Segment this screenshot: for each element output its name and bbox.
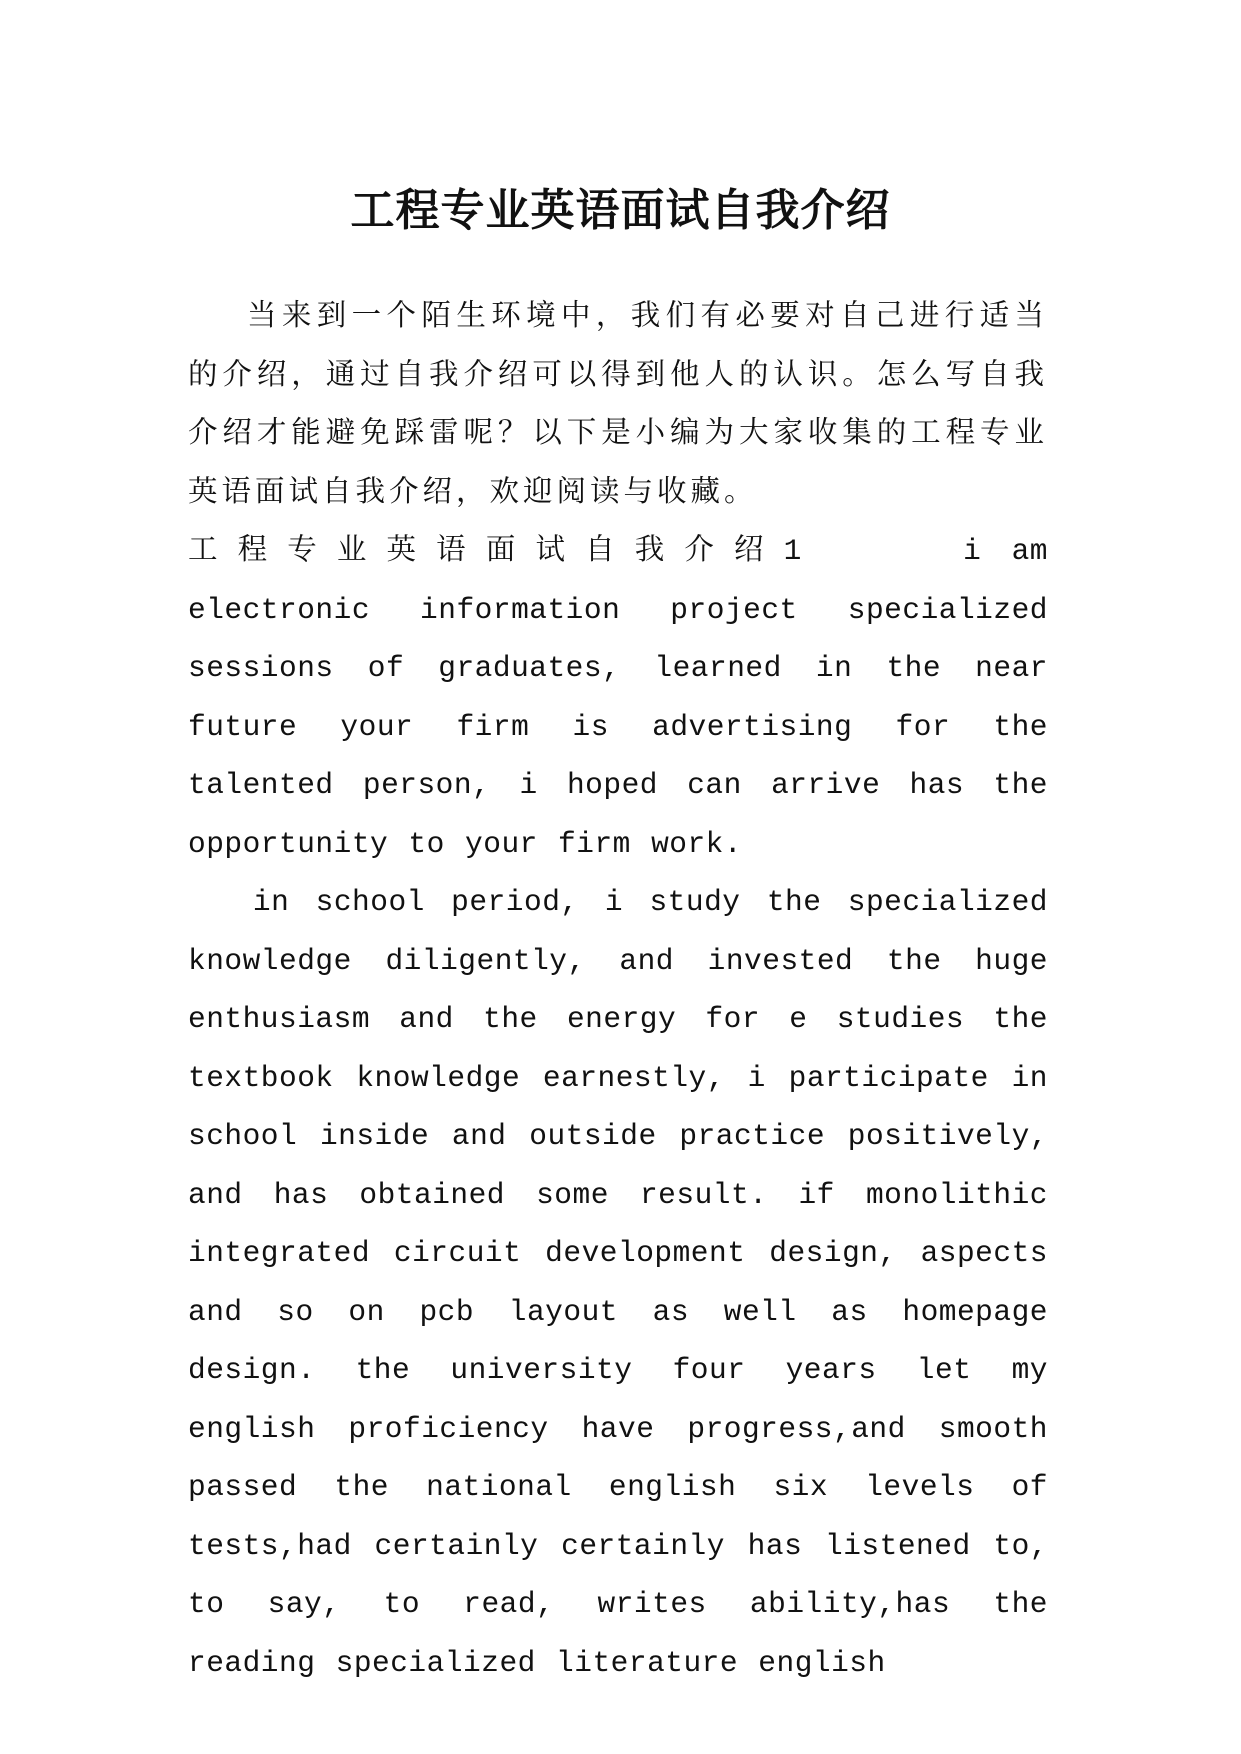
document-body [188,288,1048,1692]
body-paragraph-2: in school period, i study the specialized knowledge diligently, and invested the huge enthusiasm and the energy for e studies the textbook knowledge earnestly, i participate in school inside and outside practice positively, and has obtained some result. if monolithic integrated circuit development design, aspects and so on pcb layout as well as homepage design. the university four years let my english proficiency have progress,and smooth passed the national english six levels of tests,had certainly certainly has listened to, to say, to read, writes ability,has the reading specialized literature english [188,885,1048,1680]
document-title: 工程专业英语面试自我介绍 [350,185,891,237]
section-1-text: i am electronic information project specialized sessions of graduates, learned in the near future your firm is advertising for the talented person, i hoped can arrive has the opportunity to your firm work. [188,534,1049,861]
section-1-paragraph [188,522,1048,873]
section-1-heading: 工程专业英语面试自我介绍1 [188,534,812,568]
intro-paragraph: 当来到一个陌生环境中，我们有必要对自己进行适当的介绍，通过自我介绍可以得到他人的认识。怎么写自我介绍才能避免踩雷呢？以下是小编为大家收集的工程专业英语面试自我介绍，欢迎阅读与收藏。 [188,300,1048,510]
